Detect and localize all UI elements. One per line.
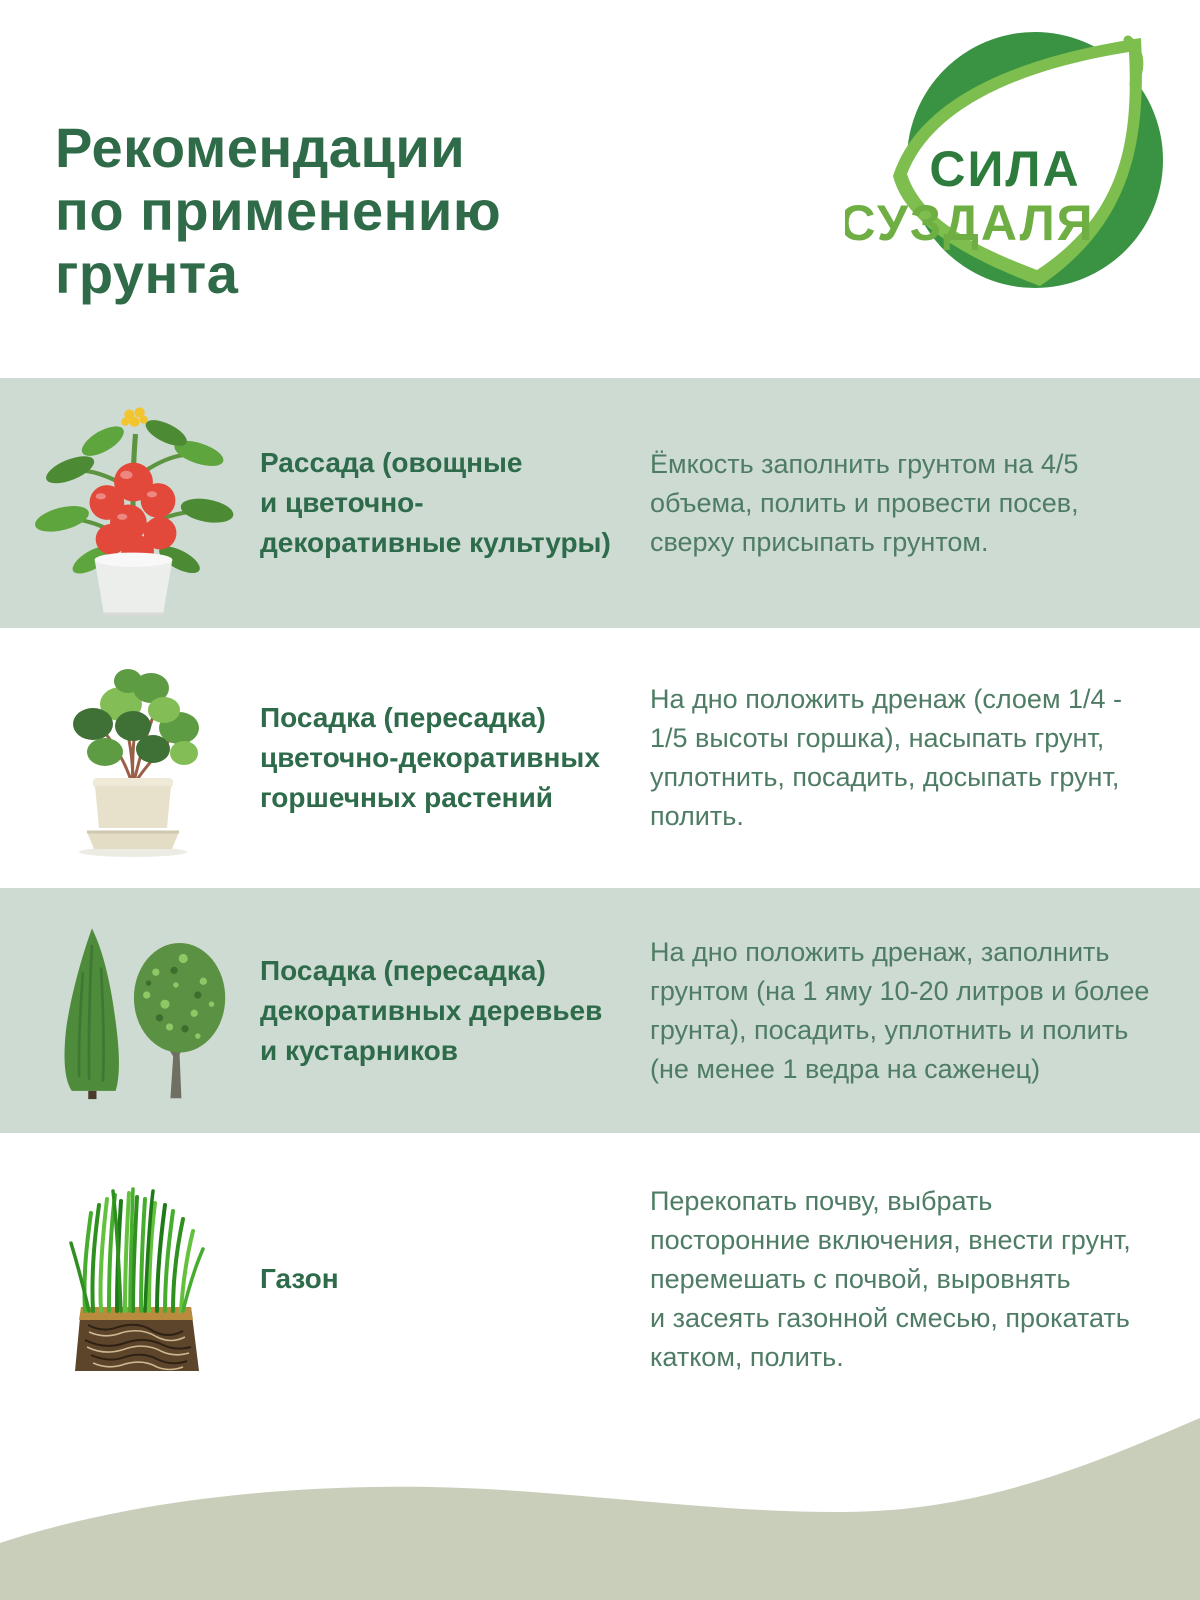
row-description-potted-plants: На дно положить дренаж (слоем 1/4 - 1/5 высоты горшка), насыпать грунт, уплотнить, посадить, досыпать грунт, полить. [650, 684, 1123, 831]
usage-row-trees-shrubs [0, 888, 1200, 1133]
row-title-trees-shrubs: Посадка (пересадка) декоративных деревьев и кустарников [260, 954, 603, 1066]
leaf-in-circle-icon [845, 8, 1165, 300]
logo-text-line-1: СИЛА [929, 141, 1081, 197]
page-title-line-1: Рекомендации [55, 115, 466, 179]
row-description-trees-shrubs: На дно положить дренаж, заполнить грунтом (на 1 яму 10-20 литров и более грунта), посадить, уплотнить и полить (не менее 1 ведра на саженец) [650, 936, 1150, 1084]
trees-image [28, 911, 238, 1111]
brand-logo [845, 8, 1165, 300]
row-description-seedlings: Ёмкость заполнить грунтом на 4/5 объема, полить и провести посев, сверху присыпать грунтом. [650, 448, 1079, 557]
page-title [55, 116, 695, 305]
page-title-line-2: по применению [55, 178, 502, 242]
page-title-line-3: грунта [55, 241, 239, 305]
houseplant-image [33, 656, 233, 861]
row-title-seedlings: Рассада (овощные и цветочно-декоративные культуры) [260, 447, 611, 558]
grass-cube-image [33, 1175, 233, 1383]
tomato-seedling-photo [28, 388, 238, 618]
row-title-lawn: Газон [260, 1263, 339, 1294]
usage-table [0, 378, 1200, 1425]
tomato-plant-image [31, 388, 236, 618]
lawn-grass-photo [28, 1175, 238, 1383]
ornamental-trees-photo [28, 911, 238, 1111]
row-title-potted-plants: Посадка (пересадка) цветочно-декоративных горшечных растений [260, 702, 600, 813]
usage-row-seedlings [0, 378, 1200, 628]
row-description-lawn: Перекопать почву, выбрать посторонние включения, внести грунт, перемешать с почвой, выровнять и засеять газонной смесью, прокатать катком, полить. [650, 1185, 1131, 1372]
logo-text-line-2: СУЗДАЛЯ [845, 195, 1095, 251]
potted-houseplant-photo [28, 656, 238, 861]
usage-row-potted-plants [0, 628, 1200, 888]
footer-wave [0, 1375, 1200, 1600]
